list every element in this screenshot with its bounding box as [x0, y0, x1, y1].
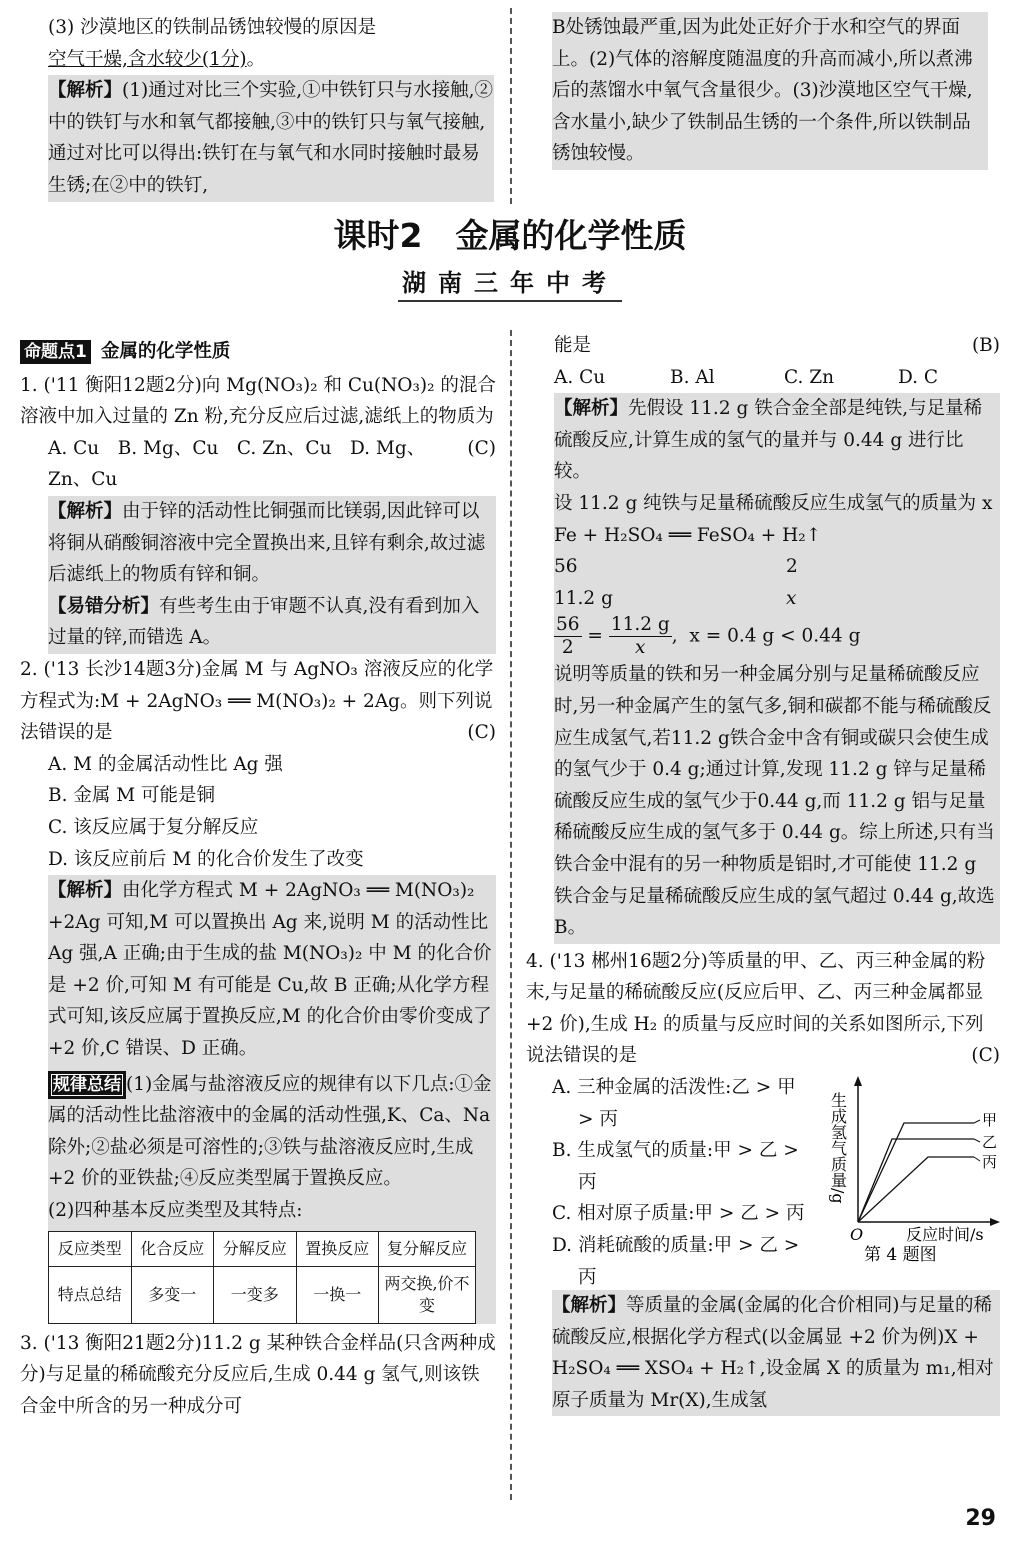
curve-label-bing: 丙 — [982, 1153, 998, 1172]
q1-options: A. Cu B. Mg、Cu C. Zn、Cu D. Mg、Zn、Cu — [48, 437, 426, 491]
table-row — [49, 1266, 476, 1323]
q3-analysis2: 设 11.2 g 纯铁与足量稀硫酸反应生成氢气的质量为 x — [554, 492, 993, 514]
q4-options-figure — [526, 1072, 1000, 1290]
table-cell: 两交换,价不变 — [379, 1266, 476, 1323]
column-divider-top — [510, 8, 512, 204]
q1-analysis: 由于锌的活动性比铜强而比镁弱,因此锌可以将铜从硝酸铜溶液中完全置换出来,且锌有剩余,故过滤后滤纸上的物质有锌和铜。 — [48, 500, 486, 586]
label-leader-jia — [974, 1120, 980, 1123]
figure-x-arrow — [990, 1218, 1000, 1226]
q2-rule2: (2)四种基本反应类型及其特点: — [48, 1200, 303, 1222]
frac-num: 11.2 g — [610, 614, 670, 636]
q3-option-a: A. Cu — [554, 366, 606, 388]
q3-row1-b: 2 — [786, 556, 798, 578]
page-number: 29 — [965, 1506, 996, 1531]
frac-num: 56 — [556, 614, 580, 636]
curve-label-yi: 乙 — [982, 1133, 998, 1152]
frac-den: x — [635, 637, 646, 659]
analysis-tag: 【解析】 — [48, 500, 123, 522]
q1-analysis-box — [48, 496, 496, 654]
q2-analysis-box — [48, 875, 496, 1324]
q3-prev-end: 。 — [246, 48, 266, 70]
top-left-column — [48, 12, 494, 202]
label-leader-yi — [974, 1139, 980, 1142]
figure-origin: O — [850, 1225, 864, 1245]
q3-stem-cont — [526, 330, 1000, 362]
table-header-cell: 分解反应 — [214, 1231, 297, 1266]
label-leader-bing — [974, 1157, 980, 1161]
q3-analysis3: 说明等质量的铁和另一种金属分别与足量稀硫酸反应时,另一种金属产生的氢气多,铜和碳都不能与稀硫酸反应生成氢气,若11.2 g铁合金中含有铜或碳只会使生成的氢气少于 0.4 g;通过计算,发现 11.2 g 锌与足量稀硫酸反应生成的氢气少于0.44 g,而 11.2 g 铝与足量稀硫酸反应生成的氢气多于 0.44 g。综上所述,只有当铁合金中混有的另一种物质是铝时,才可能使 11.2 g 铁合金与足量稀硫酸反应生成的氢气超过 0.44 g,故选 B。 — [554, 664, 995, 939]
q3-row2-b: x — [786, 587, 797, 609]
curve-label-jia: 甲 — [982, 1111, 998, 1130]
q3-prev-analysis-cont: B处锈蚀最严重,因为此处正好介于水和空气的界面上。(2)气体的溶解度随温度的升高而减小,所以煮沸后的蒸馏水中氧气含量很少。(3)沙漠地区空气干燥,含水量小,缺少了铁制品生锈的一个条件,所以铁制品锈蚀较慢。 — [552, 12, 988, 170]
q1-stem-text: 1. ('11 衡阳12题2分)向 Mg(NO₃)₂ 和 Cu(NO₃)₂ 的混合溶液中加入过量的 Zn 粉,充分反应后过滤,滤纸上的物质为 — [20, 374, 496, 428]
right-column — [526, 330, 1000, 1416]
table-header-cell: 化合反应 — [131, 1231, 214, 1266]
q3-stem-cont-text: 能是 — [554, 335, 592, 356]
table-cell: 一变多 — [214, 1266, 297, 1323]
table-header-cell: 反应类型 — [49, 1231, 132, 1266]
analysis-tag: 【解析】 — [48, 80, 123, 102]
table-header-row — [49, 1231, 476, 1266]
q2-answer: (C) — [467, 722, 496, 744]
q3-row2-a: 11.2 g — [554, 587, 613, 609]
reaction-types-table — [48, 1231, 476, 1324]
q4-figure — [824, 1072, 1004, 1262]
q3-row2 — [554, 583, 1000, 615]
q3-prev-stem — [48, 12, 494, 75]
figure-y-arrow — [854, 1076, 862, 1086]
q4-options — [552, 1072, 814, 1293]
curve-bing — [858, 1157, 974, 1222]
question-3 — [20, 1328, 496, 1423]
q3-analysis-box — [554, 393, 1000, 944]
q2-option-c: C. 该反应属于复分解反应 — [48, 816, 259, 838]
left-column — [20, 336, 496, 1422]
analysis-text: (1)通过对比三个实验,①中铁钉只与水接触,②中的铁钉与水和氧气都接触,③中的铁钉只与氧气接触,通过对比可以得出:铁钉在与氧气和水同时接触时最易生锈;在②中的铁钉, — [48, 80, 493, 196]
q3-options — [526, 362, 1000, 394]
question-4 — [526, 946, 1000, 1417]
error-analysis-tag: 【易错分析】 — [48, 595, 160, 617]
q4-option-a: A. 三种金属的活泼性:乙 > 甲 > 丙 — [552, 1077, 796, 1130]
analysis-tag: 【解析】 — [554, 398, 629, 420]
column-divider-main — [510, 330, 512, 1500]
q4-stem — [526, 946, 1000, 1072]
q3-row1 — [554, 551, 1000, 583]
question-2 — [20, 654, 496, 1324]
analysis-tag: 【解析】 — [552, 1295, 627, 1317]
q3-result: x = 0.4 g < 0.44 g — [689, 625, 861, 647]
q2-option-d: D. 该反应前后 M 的化合价发生了改变 — [48, 848, 364, 870]
q3-option-b: B. Al — [670, 366, 715, 388]
frac-den: 2 — [561, 637, 574, 659]
q2-stem — [20, 654, 496, 749]
q4-option-c: C. 相对原子质量:甲 > 乙 > 丙 — [552, 1203, 805, 1225]
q2-option-b: B. 金属 M 可能是铜 — [48, 785, 216, 807]
section-title-rule — [398, 300, 622, 302]
analysis-tag: 【解析】 — [48, 880, 123, 902]
rule-summary-tag: 规律总结 — [48, 1071, 126, 1099]
table-row-label: 特点总结 — [49, 1266, 132, 1323]
question-1 — [20, 370, 496, 654]
q3-answer: (B) — [971, 335, 1000, 356]
q4-option-d: D. 消耗硫酸的质量:甲 > 乙 > 丙 — [552, 1235, 800, 1288]
table-header-cell: 复分解反应 — [379, 1231, 476, 1266]
q4-option-b: B. 生成氢气的质量:甲 > 乙 > 丙 — [552, 1140, 799, 1193]
q3-prev-answer: 空气干燥,含水较少(1分) — [48, 48, 247, 70]
q4-stem-text: 4. ('13 郴州16题2分)等质量的甲、乙、丙三种金属的粉末,与足量的稀硫酸反应(反应后甲、乙、丙三种金属都显 +2 价),生成 H₂ 的质量与反应时间的关系如图所示,下列说法错误的是 — [526, 950, 986, 1067]
q3-prev-stem-text: (3) 沙漠地区的铁制品锈蚀较慢的原因是 — [48, 17, 377, 38]
top-right-column — [552, 12, 988, 170]
q1-error: 有些考生由于审题不认真,没有看到加入过量的锌,而错选 A。 — [48, 595, 480, 649]
q2-stem-text: 2. ('13 长沙14题3分)金属 M 与 AgNO₃ 溶液反应的化学方程式为:M + 2AgNO₃ ══ M(NO₃)₂ + 2Ag。则下列说法错误的是 — [20, 658, 494, 744]
q3-analysis1: 先假设 11.2 g 铁合金全部是纯铁,与足量稀硫酸反应,计算生成的氢气的量并与 0.44 g 进行比较。 — [554, 398, 983, 483]
q4-analysis: 等质量的金属(金属的化合价相同)与足量的稀硫酸反应,根据化学方程式(以金属显 +2 价为例)X + H₂SO₄ ══ XSO₄ + H₂↑,设金属 X 的质量为 m₁,相对原子质量为 Mr(X),生成氢 — [552, 1295, 994, 1411]
q3-option-d: D. C — [898, 366, 939, 388]
knowledge-point-header — [20, 336, 496, 368]
q3-prev-analysis — [48, 75, 494, 201]
q4-analysis-box — [552, 1290, 1000, 1416]
q2-rule1: (1)金属与盐溶液反应的规律有以下几点:①金属的活动性比盐溶液中的金属的活动性强,K、Ca、Na 除外;②盐必须是可溶性的;③铁与盐溶液反应时,生成 +2 价的亚铁盐;④反应类型属于置换反应。 — [48, 1073, 492, 1190]
q4-answer: (C) — [971, 1045, 1000, 1067]
q3-stem: 3. ('13 衡阳21题2分)11.2 g 某种铁合金样品(只含两种成分)与足量的稀硫酸充分反应后,生成 0.44 g 氢气,则该铁合金中所含的另一种成分可 — [20, 1332, 496, 1417]
table-cell: 一换一 — [296, 1266, 379, 1323]
figure-x-label: 反应时间/s — [906, 1225, 984, 1245]
q3-proportion: $\frac{56}{2}$ = $\frac{11.2 g}{x}$ , x = 0.4 g < 0.44 g — [556, 614, 861, 659]
fraction-left — [554, 614, 582, 659]
q1-stem — [20, 370, 496, 459]
table-header-cell: 置换反应 — [296, 1231, 379, 1266]
q2-option-a: A. M 的金属活动性比 Ag 强 — [48, 753, 283, 775]
section-title: 湖南三年中考 — [402, 269, 618, 297]
q1-answer: (C) — [467, 437, 496, 459]
fraction-right — [609, 614, 672, 659]
table-cell: 多变一 — [131, 1266, 214, 1323]
figure-y-label: 生成氢气质量/g — [828, 1092, 848, 1204]
curve-yi — [858, 1139, 974, 1222]
q3-option-c: C. Zn — [784, 366, 835, 388]
q2-analysis: 由化学方程式 M + 2AgNO₃ ══ M(NO₃)₂ +2Ag 可知,M 可以置换出 Ag 来,说明 M 的活动性比 Ag 强,A 正确;由于生成的盐 M(NO₃)₂ 中 M 的化合价是 +2 价,可知 M 有可能是 Cu,故 B 正确;从化学方程式可知,该反应属于置换反应,M 的化合价由零价变成了 +2 价,C 错误、D 正确。 — [48, 880, 492, 1060]
figure-caption: 第 4 题图 — [864, 1245, 937, 1263]
kp-badge: 命题点1 — [20, 340, 91, 364]
lesson-title: 课时2 金属的化学性质 — [333, 216, 687, 255]
q3-equation: Fe + H₂SO₄ ══ FeSO₄ + H₂↑ — [554, 524, 822, 546]
kp-title: 金属的化学性质 — [100, 341, 231, 362]
q3-row1-a: 56 — [554, 556, 578, 578]
curve-jia — [858, 1123, 974, 1222]
